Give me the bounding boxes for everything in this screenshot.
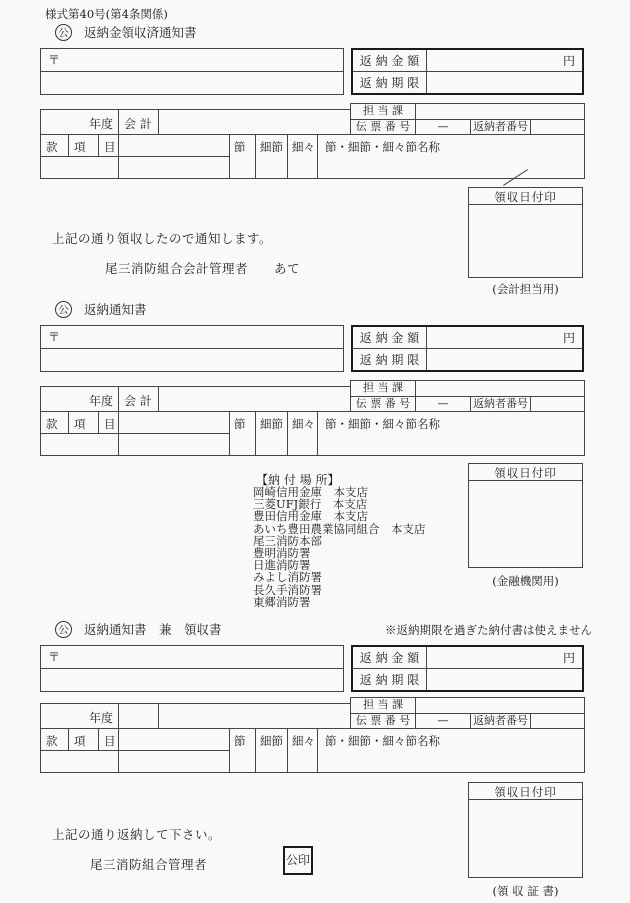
receipt-stamp-label: 領収日付印 <box>469 188 582 205</box>
postal-mark: 〒 <box>41 326 343 349</box>
returner-number-value <box>531 120 584 135</box>
receipt-stamp-box <box>468 782 583 878</box>
col-ko-label: 項 <box>69 412 99 434</box>
slip-number-row <box>351 713 584 729</box>
code-value-cell <box>41 751 119 772</box>
item-name-header: 節・細節・細々節名称 <box>317 729 586 772</box>
amount-label: 返 納 金 額 <box>353 50 427 71</box>
payment-place-item: あいち豊田農業協同組合 本支店 <box>253 521 426 536</box>
charge-section-value <box>416 104 584 119</box>
returner-number-label: 返納者番号 <box>471 714 531 729</box>
moku-name-cell <box>119 412 229 434</box>
section-return-notice <box>0 297 630 617</box>
section-1-header <box>55 23 197 41</box>
postal-mark: 〒 <box>41 646 343 669</box>
charge-section-label: 担 当 課 <box>351 698 416 713</box>
col-ko-label: 項 <box>69 729 99 751</box>
section-title: 返納金領収済通知書 <box>84 25 197 40</box>
returner-number-value <box>531 397 584 412</box>
charge-section-value <box>416 381 584 396</box>
col-moku-label: 目 <box>99 729 119 751</box>
charge-section-value <box>416 698 584 713</box>
deadline-note: ※返納期限を過ぎた納付書は使えません <box>385 623 592 637</box>
account-value-cell <box>159 704 350 728</box>
slip-number-label: 伝 票 番 号 <box>351 397 416 412</box>
yen-label: 円 <box>562 54 575 68</box>
budget-columns <box>40 729 585 773</box>
amount-row <box>353 50 582 72</box>
deadline-value-cell <box>427 669 582 690</box>
fiscal-year-row <box>40 109 350 135</box>
charge-section-row <box>351 104 584 119</box>
address-box <box>40 48 344 95</box>
code-value-cell <box>41 434 119 455</box>
payment-places-title: 【納 付 場 所】 <box>256 473 340 487</box>
col-setsu-label: 節 <box>229 412 255 455</box>
deadline-value-cell <box>427 72 582 93</box>
deadline-label: 返 納 期 限 <box>353 349 427 370</box>
section-receipt-paid-notice <box>0 0 630 297</box>
section-title: 返納通知書 <box>84 302 147 317</box>
notify-text: 上記の通り領収したので通知します。 <box>52 231 273 246</box>
public-mark-icon: 公 <box>55 24 72 41</box>
account-label <box>119 704 159 728</box>
payment-place-item: 三菱UFJ銀行 本支店 <box>253 497 368 512</box>
slip-number-dash: — <box>416 714 471 729</box>
account-value-cell <box>159 387 350 411</box>
col-ko-label: 項 <box>69 135 99 157</box>
charge-box <box>350 380 585 412</box>
returner-number-label: 返納者番号 <box>471 397 531 412</box>
payment-places-list <box>253 486 426 608</box>
budget-table <box>40 380 585 456</box>
col-saisai-label: 細々 <box>287 412 317 455</box>
payment-place-item: 長久手消防署 <box>253 582 322 597</box>
receipt-stamp-box <box>468 187 583 278</box>
budget-columns <box>40 412 585 456</box>
fiscal-year-row <box>40 703 350 729</box>
account-value-cell <box>159 110 350 134</box>
col-saisai-label: 細々 <box>287 729 317 772</box>
col-setsu-label: 節 <box>229 729 255 772</box>
moku-name-cell <box>119 729 229 751</box>
payment-place-item: 豊田信用金庫 本支店 <box>253 509 368 524</box>
section-2-header <box>55 300 147 318</box>
form-style-number: 様式第40号(第4条関係) <box>45 7 168 21</box>
col-saisetsu-label: 細節 <box>255 729 287 772</box>
code-value-cell <box>41 157 119 178</box>
charge-section-label: 担 当 課 <box>351 381 416 396</box>
amount-label: 返 納 金 額 <box>353 327 427 348</box>
returner-number-label: 返納者番号 <box>471 120 531 135</box>
slip-number-dash: — <box>416 397 471 412</box>
col-kan-label: 款 <box>41 729 69 751</box>
public-mark-icon: 公 <box>55 621 72 638</box>
receipt-stamp-box <box>468 463 583 568</box>
charge-box <box>350 103 585 135</box>
col-moku-label: 目 <box>99 412 119 434</box>
address-line-2 <box>41 72 343 94</box>
col-saisetsu-label: 細節 <box>255 135 287 178</box>
amount-box <box>351 645 584 692</box>
deadline-value-cell <box>427 349 582 370</box>
amount-row <box>353 647 582 669</box>
yen-label: 円 <box>562 651 575 665</box>
fiscal-year-label: 年度 <box>41 387 119 411</box>
col-kan-label: 款 <box>41 135 69 157</box>
address-line-2 <box>41 349 343 371</box>
addressee-text: 尾三消防組合会計管理者 あて <box>105 261 301 276</box>
col-saisai-label: 細々 <box>287 135 317 178</box>
returner-number-value <box>531 714 584 729</box>
stamp-caption: (領 収 証 書) <box>492 884 559 898</box>
item-name-header: 節・細節・細々節名称 <box>317 135 586 178</box>
deadline-row <box>353 349 582 370</box>
amount-box <box>351 325 584 372</box>
section-return-notice-receipt <box>0 617 630 903</box>
official-seal-box: 公印 <box>283 846 313 875</box>
receipt-stamp-label: 領収日付印 <box>469 783 582 800</box>
slip-number-row <box>351 119 584 135</box>
payment-place-item: 日進消防署 <box>253 558 311 573</box>
amount-label: 返 納 金 額 <box>353 647 427 668</box>
deadline-row <box>353 72 582 93</box>
receipt-stamp-label: 領収日付印 <box>469 464 582 481</box>
signer-text: 尾三消防組合管理者 <box>90 857 208 872</box>
col-moku-label: 目 <box>99 135 119 157</box>
amount-row <box>353 327 582 349</box>
stamp-caption: (会計担当用) <box>492 282 559 296</box>
deadline-row <box>353 669 582 690</box>
charge-box <box>350 697 585 729</box>
yen-label: 円 <box>562 331 575 345</box>
budget-columns <box>40 135 585 179</box>
account-label: 会 計 <box>119 387 159 411</box>
moku-name-cell <box>119 135 229 157</box>
deadline-label: 返 納 期 限 <box>353 669 427 690</box>
section-title: 返納通知書 兼 領収書 <box>84 622 222 637</box>
slip-number-label: 伝 票 番 号 <box>351 714 416 729</box>
item-name-header: 節・細節・細々節名称 <box>317 412 586 455</box>
payment-place-item: 岡崎信用金庫 本支店 <box>253 485 368 499</box>
col-kan-label: 款 <box>41 412 69 434</box>
charge-section-row <box>351 381 584 396</box>
payment-place-item: 豊明消防署 <box>253 546 311 561</box>
col-setsu-label: 節 <box>229 135 255 178</box>
notify-text: 上記の通り返納して下さい。 <box>52 827 222 842</box>
address-line-2 <box>41 669 343 691</box>
section-3-header <box>55 620 222 638</box>
fiscal-year-row <box>40 386 350 412</box>
charge-section-row <box>351 698 584 713</box>
amount-value-cell <box>427 647 582 668</box>
payment-place-item: 尾三消防本部 <box>253 533 322 548</box>
amount-box <box>351 48 584 95</box>
amount-value-cell <box>427 327 582 348</box>
payment-place-item: 東郷消防署 <box>253 594 311 609</box>
address-box <box>40 325 344 372</box>
amount-value-cell <box>427 50 582 71</box>
address-box <box>40 645 344 692</box>
slip-number-row <box>351 396 584 412</box>
deadline-label: 返 納 期 限 <box>353 72 427 93</box>
payment-place-item: みよし消防署 <box>253 570 322 585</box>
slip-number-label: 伝 票 番 号 <box>351 120 416 135</box>
postal-mark: 〒 <box>41 49 343 72</box>
public-mark-icon: 公 <box>55 301 72 318</box>
fiscal-year-label: 年度 <box>41 704 119 728</box>
slip-number-dash: — <box>416 120 471 135</box>
fiscal-year-label: 年度 <box>41 110 119 134</box>
charge-section-label: 担 当 課 <box>351 104 416 119</box>
account-label: 会 計 <box>119 110 159 134</box>
budget-table <box>40 103 585 179</box>
budget-table <box>40 697 585 773</box>
col-saisetsu-label: 細節 <box>255 412 287 455</box>
stamp-caption: (金融機関用) <box>492 574 559 588</box>
